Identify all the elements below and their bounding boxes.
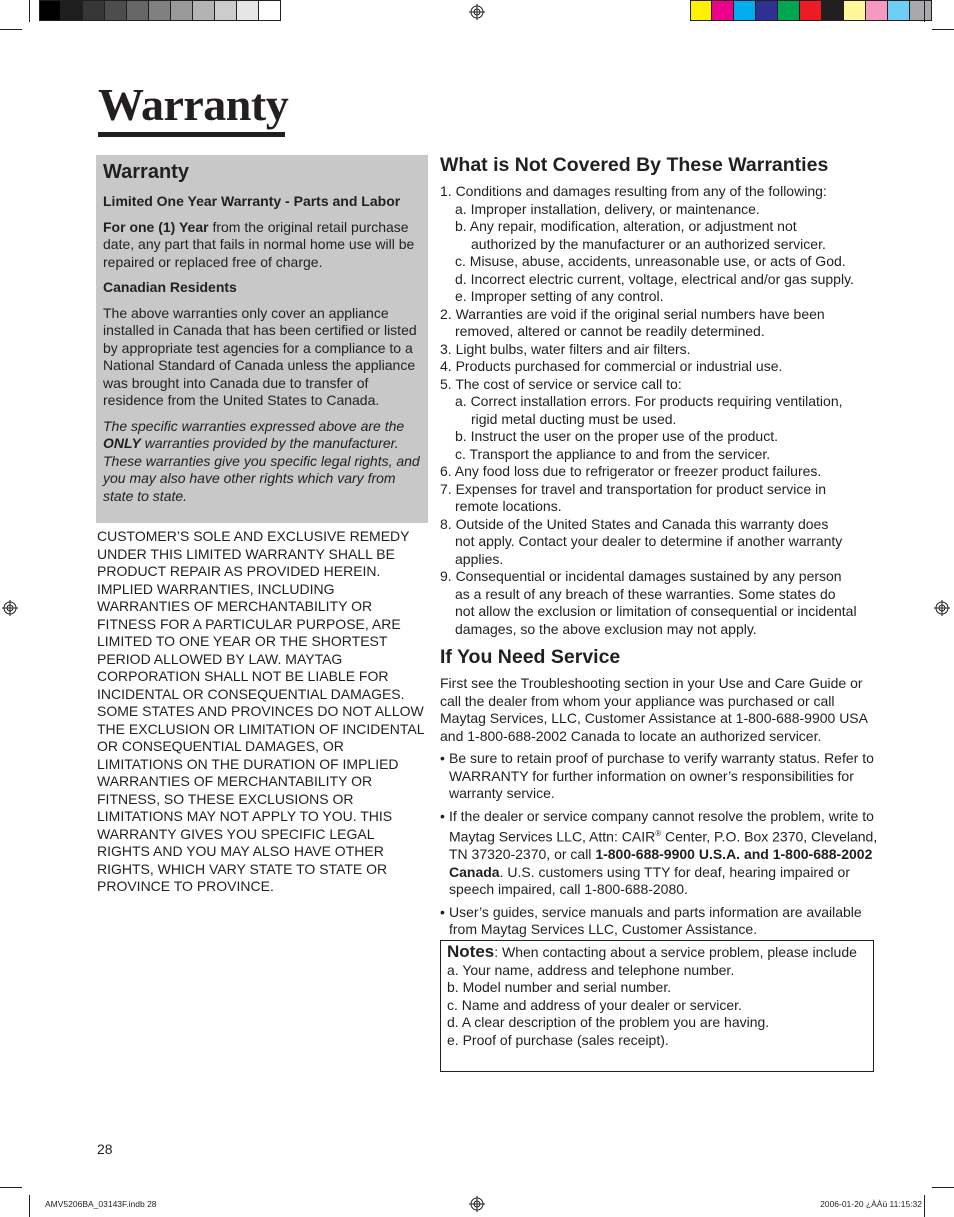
process-color-swatch bbox=[888, 0, 910, 21]
notes-item: c. Name and address of your dealer or servicer. bbox=[447, 996, 742, 1013]
dealer-phone-numbers: 1-800-688-9900 U.S.A. and 1-800-688-2002 Canada bbox=[449, 846, 873, 880]
process-color-swatch bbox=[712, 0, 734, 21]
process-color-swatch bbox=[778, 0, 800, 21]
remedy-disclaimer: CUSTOMER’S SOLE AND EXCLUSIVE REMEDY UNDER THIS LIMITED WARRANTY SHALL BE PRODUCT REPAIR AS PROVIDED HEREIN. IMPLIED WARRANTIES, INCLUDING WARRANTIES OF MERCHANTABILITY OR FITNESS FOR A PARTICULAR PURPOSE, ARE LIMITED TO ONE YEAR OR THE SHORTEST PERIOD ALLOWED BY LAW. MAYTAG CORPORATION SHALL NOT BE LIABLE FOR INCIDENTAL OR CONSEQUENTIAL DAMAGES. SOME STATES AND PROVINCES DO NOT ALLOW THE EXCLUSION OR LIMITATION OF INCIDENTAL OR CONSEQUENTIAL DAMAGES, OR LIMITATIONS ON THE DURATION OF IMPLIED WARRANTIES OF MERCHANTABILITY OR FITNESS, SO THESE EXCLUSIONS OR LIMITATIONS MAY NOT APPLY TO YOU. THIS WARRANTY GIVES YOU SPECIFIC LEGAL RIGHTS AND YOU MAY ALSO HAVE OTHER RIGHTS, WHICH VARY STATE TO STATE OR PROVINCE TO PROVINCE. bbox=[97, 528, 424, 894]
notes-item: e. Proof of purchase (sales receipt). bbox=[447, 1031, 669, 1048]
grayscale-swatch bbox=[83, 0, 105, 21]
process-color-swatch bbox=[756, 0, 778, 21]
notes-intro-line bbox=[447, 943, 867, 962]
not-covered-line: a. Correct installation errors. For products requiring ventilation, bbox=[455, 393, 843, 409]
not-covered-line: not apply. Contact your dealer to determine if another warranty bbox=[455, 533, 843, 549]
service-bullet-guides: • User’s guides, service manuals and parts information are available from Maytag Services LLC, Customer Assistance. bbox=[440, 904, 880, 939]
process-color-bar bbox=[690, 0, 932, 22]
service-bullet-proof: • Be sure to retain proof of purchase to verify warranty status. Refer to WARRANTY for further information on owner’s responsibilities for warranty service. bbox=[440, 750, 880, 803]
not-covered-line: 2. Warranties are void if the original serial numbers have been bbox=[440, 305, 825, 322]
not-covered-line: e. Improper setting of any control. bbox=[455, 288, 664, 304]
grayscale-swatch bbox=[39, 0, 61, 21]
grayscale-swatch bbox=[171, 0, 193, 21]
service-bullet-dealer bbox=[440, 808, 880, 899]
grayscale-swatch bbox=[215, 0, 237, 21]
crop-mark bbox=[932, 1187, 954, 1188]
crop-mark bbox=[29, 0, 30, 22]
specific-only: ONLY bbox=[103, 435, 141, 451]
not-covered-line: applies. bbox=[455, 550, 504, 567]
registration-mark-icon bbox=[934, 600, 950, 616]
grayscale-color-bar bbox=[39, 0, 281, 22]
grayscale-swatch bbox=[105, 0, 127, 21]
not-covered-line: remote locations. bbox=[455, 498, 562, 514]
timestamp-slug: 2006-01-20 ¿ÀÀü 11:15:32 bbox=[820, 1199, 922, 1209]
not-covered-section bbox=[440, 153, 880, 638]
service-heading: If You Need Service bbox=[440, 646, 621, 668]
process-color-swatch bbox=[734, 0, 756, 21]
registration-mark-icon bbox=[2, 600, 18, 616]
process-color-swatch bbox=[822, 0, 844, 21]
not-covered-line: 8. Outside of the United States and Canada this warranty does bbox=[440, 515, 829, 532]
grayscale-swatch bbox=[127, 0, 149, 21]
not-covered-line: damages, so the above exclusion may not apply. bbox=[455, 620, 757, 637]
specific-pre: The specific warranties expressed above are the bbox=[103, 417, 405, 434]
crop-mark bbox=[0, 1187, 22, 1188]
crop-mark bbox=[29, 1195, 30, 1217]
registration-mark-icon bbox=[469, 1196, 485, 1212]
not-covered-list bbox=[440, 183, 880, 638]
notes-item: b. Model number and serial number. bbox=[447, 979, 672, 995]
not-covered-line: a. Improper installation, delivery, or maintenance. bbox=[455, 200, 760, 217]
dealer-pre: If the dealer or service company cannot resolve the problem, write to Maytag Services LLC, Attn: CAIR bbox=[449, 807, 874, 845]
not-covered-line: d. Incorrect electric current, voltage, electrical and/or gas supply. bbox=[455, 270, 854, 287]
not-covered-line: c. Transport the appliance to and from the servicer. bbox=[455, 445, 771, 462]
canadian-residents-heading: Canadian Residents bbox=[103, 279, 237, 295]
not-covered-line: 9. Consequential or incidental damages sustained by any person bbox=[440, 568, 842, 584]
file-slug: AMV5206BA_03143F.indb 28 bbox=[45, 1199, 157, 1209]
not-covered-line: not allow the exclusion or limitation of consequential or incidental bbox=[455, 603, 857, 619]
not-covered-line: authorized by the manufacturer or an authorized servicer. bbox=[471, 235, 826, 252]
not-covered-line: b. Instruct the user on the proper use of the product. bbox=[455, 428, 778, 444]
page-title: Warranty bbox=[98, 79, 289, 130]
crop-mark bbox=[932, 29, 954, 30]
notes-title: Notes bbox=[447, 942, 495, 961]
not-covered-heading: What is Not Covered By These Warranties bbox=[440, 154, 829, 176]
grayscale-swatch bbox=[61, 0, 83, 21]
warranty-term-text: from the original retail purchase date, any part that fails in normal home use will be repaired or replaced free of charge. bbox=[103, 218, 415, 270]
warranty-box bbox=[96, 155, 428, 523]
specific-warranties-text bbox=[103, 418, 421, 506]
crop-mark bbox=[0, 29, 22, 30]
process-color-swatch bbox=[690, 0, 712, 21]
not-covered-line: 6. Any food loss due to refrigerator or freezer product failures. bbox=[440, 463, 822, 479]
not-covered-line: 4. Products purchased for commercial or industrial use. bbox=[440, 358, 783, 374]
process-color-swatch bbox=[800, 0, 822, 21]
not-covered-line: 3. Light bulbs, water filters and air filters. bbox=[440, 340, 691, 357]
not-covered-line: rigid metal ducting must be used. bbox=[471, 410, 677, 427]
not-covered-line: b. Any repair, modification, alteration, or adjustment not bbox=[455, 218, 797, 234]
warranty-term bbox=[103, 219, 421, 272]
grayscale-swatch bbox=[237, 0, 259, 21]
warranty-term-bold: For one (1) Year bbox=[103, 218, 209, 235]
process-color-swatch bbox=[910, 0, 932, 21]
notes-item: d. A clear description of the problem you are having. bbox=[447, 1014, 770, 1030]
limited-warranty-subheading: Limited One Year Warranty - Parts and Labor bbox=[103, 193, 401, 209]
crop-mark bbox=[924, 0, 925, 22]
service-intro: First see the Troubleshooting section in your Use and Care Guide or call the dealer from whom your appliance was purchased or call Maytag Services, LLC, Customer Assistance at 1-800-688-9900 USA and 1-800-688-2002 Canada to locate an authorized servicer. bbox=[440, 675, 868, 744]
not-covered-line: 1. Conditions and damages resulting from any of the following: bbox=[440, 183, 827, 199]
grayscale-swatch bbox=[149, 0, 171, 21]
grayscale-swatch bbox=[259, 0, 281, 21]
page-number: 28 bbox=[97, 1141, 113, 1157]
dealer-mid: Center, P.O. Box 2370, Cleveland, TN 37320-2370, or call bbox=[449, 828, 878, 863]
title-underline bbox=[98, 132, 285, 137]
grayscale-swatch bbox=[193, 0, 215, 21]
not-covered-line: 5. The cost of service or service call to: bbox=[440, 375, 682, 392]
process-color-swatch bbox=[844, 0, 866, 21]
process-color-swatch bbox=[866, 0, 888, 21]
dealer-post: . U.S. customers using TTY for deaf, hearing impaired or speech impaired, call 1-800-688-2080. bbox=[449, 863, 850, 898]
not-covered-line: c. Misuse, abuse, accidents, unreasonable use, or acts of God. bbox=[455, 253, 846, 269]
not-covered-line: removed, altered or cannot be readily determined. bbox=[455, 323, 765, 339]
notes-items bbox=[447, 962, 867, 1050]
not-covered-line: 7. Expenses for travel and transportation for product service in bbox=[440, 480, 826, 497]
canadian-residents-text: The above warranties only cover an appliance installed in Canada that has been certified or listed by appropriate test agencies for a compliance to a National Standard of Canada unless the appliance was brought into Canada due to transfer of residence from the United States to Canada. bbox=[103, 304, 417, 408]
crop-mark bbox=[924, 1195, 925, 1217]
registration-mark-icon bbox=[469, 4, 485, 20]
registered-mark: ® bbox=[655, 829, 662, 838]
notes-intro: : When contacting about a service problem, please include bbox=[494, 944, 857, 960]
service-bullets bbox=[440, 750, 880, 939]
not-covered-line: as a result of any breach of these warranties. Some states do bbox=[455, 585, 836, 602]
specific-post: warranties provided by the manufacturer. These warranties give you specific legal rights, and you may also have other rights which vary from state to state. bbox=[103, 435, 420, 504]
notes-item: a. Your name, address and telephone number. bbox=[447, 961, 735, 978]
service-section bbox=[440, 645, 880, 944]
warranty-heading: Warranty bbox=[103, 161, 189, 183]
notes-box bbox=[440, 940, 874, 1072]
